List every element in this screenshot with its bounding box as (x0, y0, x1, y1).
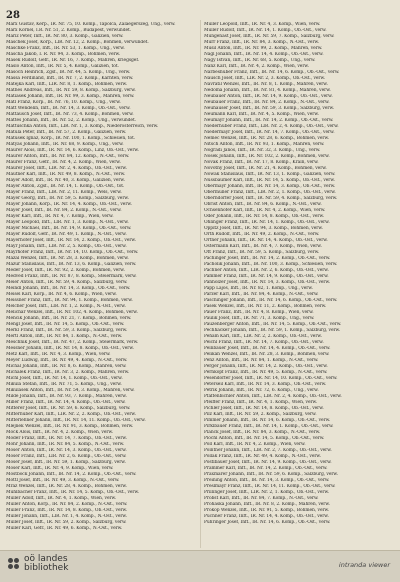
register-entry: Nausch Josef, Inft., LIR. Nr. 2, 3. Komp., Ob.-Öst., verw. (204, 76, 326, 81)
register-entry: Pauzenberger Anton, Inft., IR. Nr. 14, 5. Komp., Ob.-Öst., verw. (204, 322, 342, 327)
register-entry: Müller Leopold, Inft., IR. Nr. 4, 3. Komp., Wien, verw. (204, 22, 321, 27)
register-entry: Medved Franz, Inft., IR. Nr. 87, 8. Komp., Steiermark, verw. (6, 274, 137, 279)
register-entry: Pointner Johann, Inft., LIR. Nr. 2, 7. Komp., Ob.-Öst., verw. (204, 448, 332, 453)
register-entry: Müller Josef, Inft., IR. Nr. 59, 2. Komp., Salzburg, verw. (6, 520, 127, 525)
register-entry: Meyer Ludwig, Inft., IR. Nr. 49, 4. Komp., N.-Öst., verw. (6, 358, 128, 363)
register-entry: Mazur Stanislaus, Inft., IR. Nr. 13, 6. Komp., Galizien, verw. (6, 262, 137, 267)
register-entry: Mayer Josef, Inft., IR. Nr. 84, 2. Komp., N.-Öst., verw. (6, 208, 122, 213)
register-entry: Penz Anton, Inft., IR. Nr. 84, 1. Komp., N.-Öst., verw. (204, 358, 319, 363)
register-entry: Mayer Leopold, Inft., LIR. Nr. 1, 3. Komp., N.-Öst., verw. (6, 220, 129, 225)
register-entry: Mayer Johann, Korp., IR. Nr. 14, 4. Komp., Ob.-Öst., verw. (6, 202, 132, 207)
register-entry: Müller Anton, Korp., IR. Nr. 84, 2. Komp., N.-Öst., verw. (6, 502, 128, 507)
register-entry: Mayer Anton, Zgsf., IR. Nr. 14, 1. Komp., Ob.-Öst., tot. (6, 184, 125, 189)
register-entry: Neumann Karl, Inft., IR. Nr. 4, 5. Komp., Wien, verw. (204, 112, 319, 117)
register-entry: Michalek Franz, Inft., IR. Nr. 3, 2. Komp., Mähren, verw. (6, 370, 130, 375)
register-entry: Prohaska Johann, Inft., IR. Nr. 8, 2. Komp., Mähren, verw. (204, 502, 330, 507)
register-entry: Matula Peter, Inft., IR. Nr. 57, 2. Komp., Galizien, verw. (6, 130, 127, 135)
page-number: 28 (6, 10, 20, 21)
register-entry: Michal Johann, Inft., IR. Nr. 8, 6. Komp., Mähren, verw. (6, 364, 127, 369)
register-entry: Pirklbauer Franz, Inft., IR. Nr. 14, 1. Komp., Ob.-Öst., verw. (204, 424, 334, 429)
register-entry: Müller Karl, Gefr., IR. Nr. 49, 6. Komp., N.-Öst., verw. (6, 526, 123, 531)
register-entry: Pechhacker Johann, Inft., IR. Nr. 59, 1. Komp., Salzburg, verw. (204, 328, 341, 333)
register-entry: Mattausch Josef, Inft., IR. Nr. 73, 4. Komp., Böhmen, verw. (6, 112, 134, 117)
register-entry: Pachinger Josef, Inft., IR. Nr. 14, 2. Komp., Ob.-Öst., verw. (204, 256, 331, 261)
logo-line-2: bibliothek (24, 563, 69, 573)
register-entry: Narbeshuber Franz, Inft., IR. Nr. 14, 6. Komp., Ob.-Öst., verw. (204, 70, 340, 75)
register-entry: Panholzer Josef, Inft., IR. Nr. 14, 3. Komp., Ob.-Öst., verw. (204, 280, 330, 285)
register-entry: Ott Franz, Inft., IR. Nr. 59, 5. Komp., Salzburg, verw. (204, 250, 320, 255)
register-entry: Planck Josef, Inft., IR. Nr. 84, 3. Komp., N.-Öst., verw. (204, 430, 321, 435)
register-entry: Meder Josef, Inft., IR. Nr. 92, 2. Komp., Böhmen, verw. (6, 268, 125, 273)
register-entry: Pfeiffer Franz, Inft., IR. Nr. 4, 1. Komp., Wien, verw. (204, 400, 318, 405)
register-entry: Nagy István, Inft., IR. Nr. 68, 5. Komp., Ung., verw. (204, 58, 316, 63)
register-entry: Pernkopf Franz, Inft., IR. Nr. 49, 5. Komp., N.-Öst., verw. (204, 370, 328, 375)
register-entry: Maschke Franz, Inft., IR. Nr. 53, 1. Komp., Ung., verw. (6, 46, 125, 51)
register-entry: Masek Rudolf, Gefr., IR. Nr. 16, 7. Komp., Mähren, kriegsgef. (6, 58, 140, 63)
register-entry: Obermüller Franz, Inft., LIR. Nr. 2, 1. Komp., Ob.-Öst., verw. (204, 190, 336, 195)
register-entry: Matiasek Johann, Inft., IR. Nr. 99, 3. Komp., Mähren, verw. (6, 94, 135, 99)
register-entry: Pasek Wenzel, Inft., IR. Nr. 11, 2. Komp., Böhmen, verw. (204, 304, 327, 309)
register-entry: Preslmayr Franz, Inft., IR. Nr. 14, 11. Komp., Ob.-Öst., verw. (204, 484, 336, 489)
register-entry: Navratil Wenzel, Inft., IR. Nr. 8, 1. Komp., Mähren, verw. (204, 82, 328, 87)
register-entry: Maurer Franz, Gefr., IR. Nr. 4, 2. Komp., Wien, verw. (6, 160, 121, 165)
register-entry: Pesendorfer Josef, Inft., IR. Nr. 14, 10. Komp., Ob.-Öst., verw. (204, 376, 338, 381)
register-entry: Postlbauer Josef, Inft., IR. Nr. 14, 9. Komp., Ob.-Öst., verw. (204, 460, 332, 465)
register-entry: Michl Josef, Inft., IR. Nr. 14, 1. Komp., Ob.-Öst., verw. (6, 376, 123, 381)
register-entry: Obermayr Johann, Inft., IR. Nr. 14, 3. Komp., Ob.-Öst., verw. (204, 184, 336, 189)
register-entry: Moser Josef, Inft., IR. Nr. 59, 1. Komp., Salzburg, verw. (6, 460, 126, 465)
register-entry: Nussbaumer Karl, Inft., IR. Nr. 14, 5. Komp., Ob.-Öst., verw. (204, 178, 335, 183)
register-entry: Ortner Johann, Inft., IR. Nr. 14, 4. Komp., Ob.-Öst., verw. (204, 238, 328, 243)
register-entry: Mayer Adolf, Inft., IR. Nr. 40, 3. Komp., Galizien, verw. (6, 178, 125, 183)
register-entry: Prammer Karl, Inft., IR. Nr. 14, 2. Komp., Ob.-Öst., verw. (204, 466, 328, 471)
register-entry: Neubauer Franz, Inft., IR. Nr. 84, 2. Komp., N.-Öst., verw. (204, 100, 330, 105)
register-entry: Petrik Johann, Inft., IR. Nr. 72, 6. Komp., Ung., verw. (204, 388, 319, 393)
register-entry: Oppitz Josef, Inft., IR. Nr. 94, 3. Komp., Böhmen, verw. (204, 226, 323, 231)
register-entry: Peterseil Karl, Inft., IR. Nr. 14, 3. Komp., Ob.-Öst., verw. (204, 382, 327, 387)
right-column (204, 22, 398, 548)
register-entry: Mayrhofer Franz, Inft., IR. Nr. 14, 10. Komp., Ob.-Öst., verw. (6, 250, 139, 255)
library-logo-text (24, 555, 68, 573)
left-column (6, 22, 200, 548)
register-entry: Meisel Karl, Korp., IR. Nr. 4, 6. Komp., Wien, verw. (6, 292, 117, 297)
register-entry: Mayer Rudolf, Gefr., IR. Nr. 49, 1. Komp., N.-Öst., verw. (6, 232, 127, 237)
register-entry: Mascha Jakob, I. R. Nr. 94, 3. Komp., Böhmen, verw. (6, 52, 121, 57)
register-entry: Mungenast Josef, Inft., IR. Nr. 59, 7. Komp., Salzburg, verw. (204, 34, 335, 39)
register-entry: Mayr Johann, Inft., LIR. Nr. 2, 5. Komp., Ob.-Öst., verw. (6, 244, 127, 249)
register-entry: Meier Anton, Inft., IR. Nr. 59, 4. Komp., Salzburg, verw. (6, 280, 128, 285)
register-entry: Marx Kornel, I.R. Nr. 51, 2. Komp., Budapest, verwundet. (6, 28, 132, 33)
register-entry: Ochsenhofer Karl, Inft., IR. Nr. 4, 2. Komp., Wien, verw. (204, 208, 326, 213)
register-entry: Nedoma Johann, Inft., IR. Nr. 81, 4. Komp., Mähren, verw. (204, 88, 331, 93)
register-entry: Nográdi János, Inft., IR. Nr. 32, 3. Komp., Ung., verw. (204, 148, 321, 153)
register-entry: Mitterhuber Karl, Inft., LIR. Nr. 2, 2. Komp., Ob.-Öst., verw. (6, 412, 136, 417)
register-entry: Neuhauser Josef, Inft., IR. Nr. 59, 3. Komp., Salzburg, verw. (204, 106, 334, 111)
register-entry: Meissner Franz, Inft., IR. Nr. 94, 1. Komp., Böhmen, verw. (6, 298, 133, 303)
register-entry: Metz Karl, Inft., IR. Nr. 4, 3. Komp., Wien, verw. (6, 352, 111, 357)
register-entry: Mencik Johann, Inft., IR. Nr. 21, 7. Komp., Böhmen, verw. (6, 316, 132, 321)
register-entry: Papp Lajos, Inft., IR. Nr. 82, 1. Komp., Ung., verw. (204, 286, 313, 291)
register-entry: Nemec Wenzel, Inft., IR. Nr. 28, 6. Komp., Böhmen, verw. (204, 136, 329, 141)
register-entry: Meindl Johann, Inft., IR. Nr. 14, 3. Komp., Ob.-Öst., verw. (6, 286, 131, 291)
register-entry: Mühlbacher Franz, Inft., IR. Nr. 14, 5. Komp., Ob.-Öst., verw. (6, 490, 140, 495)
register-entry: Prillinger Josef, Inft., LIR. Nr. 2, 1. Komp., Ob.-Öst., verw. (204, 490, 329, 495)
register-entry: Mayer Karl, Inft., IR. Nr. 4, 7. Komp., Wien, verw. (6, 214, 114, 219)
register-entry: Mengl Josef, Inft., IR. Nr. 14, 5. Komp., Ob.-Öst., verw. (6, 322, 125, 327)
library-logo-icon (8, 558, 20, 570)
register-entry: Mautner Karl, Inft., IR. Nr. 49, 8. Komp., N.-Öst., verw. (6, 172, 126, 177)
logo-line-1: oö landes (24, 554, 68, 564)
register-entry: Mertl Anton, Inft., IR. Nr. 84, 1. Komp., N.-Öst., verw. (6, 334, 123, 339)
register-entry: Obrist Anton, Inft., IR. Nr. 84, 6. Komp., N.-Öst., verw. (204, 202, 322, 207)
register-entry: Orth Rudolf, Inft., IR. Nr. 49, 2. Komp., N.-Öst., verw. (204, 232, 320, 237)
register-entry: Mattes Johann, Inft., IR. Nr. 52, 2. Komp., Ung., verwundet. (6, 118, 137, 123)
register-entry: Preining Anton, Inft., IR. Nr. 14, 3. Komp., Ob.-Öst., verw. (204, 478, 330, 483)
register-entry: Mayer Michael, Inft., IR. Nr. 14, 9. Komp., Ob.-Öst., verw. (6, 226, 132, 231)
register-entry: Miller Franz, Inft., IR. Nr. 14, 4. Komp., Ob.-Öst., verw. (6, 400, 126, 405)
register-entry: Murr Franz, Inft., IR. Nr. 84, 3. Komp., N.-Öst., verw. (204, 40, 320, 45)
register-entry: Mohr Johann, Inft., IR. Nr. 84, 5. Komp., N.-Öst., verw. (6, 442, 125, 447)
register-entry: Mottl Josef, Inft., IR. Nr. 49, 3. Komp., N.-Öst., verw. (6, 478, 120, 483)
register-entry: Neumayr Johann, Inft., IR. Nr. 14, 2. Komp., Ob.-Öst., verw. (204, 118, 334, 123)
register-entry: Moder Franz, Inft., IR. Nr. 14, 7. Komp., Ob.-Öst., verw. (6, 436, 127, 441)
register-entry: Pauer Franz, Inft., IR. Nr. 4, 8. Komp., Wien, verw. (204, 310, 314, 315)
register-entry: Matejka Karl, Inft., LIR. Nr. 8, 1. Komp., Böhmen, verw. (6, 82, 128, 87)
register-entry: Probst Karl, Inft., IR. Nr. 84, 7. Komp., N.-Öst., verw. (204, 496, 319, 501)
register-entry: Neubauer Anton, Inft., IR. Nr. 14, 9. Komp., Ob.-Öst., verw. (204, 94, 333, 99)
register-entry: Matt Wendelin, Inft., IR. Nr. 14, 3. Komp., Ob.-Öst., verw. (6, 106, 131, 111)
register-entry: Pimmer Johann, Inft., IR. Nr. 14, 6. Komp., Ob.-Öst., verw. (204, 418, 331, 423)
register-entry: Nosek Johann, Inft., IR. Nr. 102, 2. Komp., Böhmen, verw. (204, 154, 330, 159)
register-entry: Melichar Wenzel, Inft., IR. Nr. 102, 4. Komp., Böhmen, verw. (6, 310, 138, 315)
register-entry: Novak Franz, Inft., IR. Nr. 17, 8. Komp., Krain, verw. (204, 160, 319, 165)
register-entry: Moser Karl, Inft., IR. Nr. 4, 9. Komp., Wien, verw. (6, 466, 114, 471)
register-entry: Parzer Karl, Inft., IR. Nr. 84, 4. Komp., N.-Öst., verw. (204, 292, 319, 297)
register-entry: Pacholik Johann, Inft., IR. Nr. 100, 3. Komp., Schlesien, verw. (204, 262, 338, 267)
register-entry: Mattuschka Anton, Inft., LIR. Nr. 1, 3. Komp., Niederösterreich, verw. (6, 124, 159, 129)
register-entry: Mariz Peter, Inft., IR. Nr. 80, 3. Komp., Galizien, verw. (6, 34, 124, 39)
column-divider (200, 20, 201, 548)
register-entry: Pelikan Wenzel, Inft., IR. Nr. 28, 3. Komp., Böhmen, verw. (204, 352, 330, 357)
register-entry: Maurer Josef, Inft., LIR. Nr. 2, 4. Komp., Ob.-Öst., verw. (6, 166, 127, 171)
register-entry: Niedermayr Josef, Inft., IR. Nr. 14, 7. Komp., Ob.-Öst., verw. (204, 130, 335, 135)
register-entry: Mayerhofer Josef, Inft., IR. Nr. 14, 2. Komp., Ob.-Öst., verw. (6, 238, 136, 243)
register-entry: Marx Gustav, Kerp., IR. Nr. 75, 10. Komp., Tapolca, Zalaegerszeg, Ung., verw. (6, 22, 176, 27)
register-entry: Niederhuber Franz, Inft., LIR. Nr. 2, 4. Komp., Ob.-Öst., verw. (204, 124, 339, 129)
register-entry: Prokop Wenzel, Inft., IR. Nr. 91, 5. Komp., Böhmen, verw. (204, 508, 330, 513)
register-entry: Mráz Wenzel, Inft., IR. Nr. 28, 4. Komp., Böhmen, verw. (6, 484, 127, 489)
register-entry: Pammer Franz, Inft., IR. Nr. 14, 9. Komp., Ob.-Öst., verw. (204, 274, 329, 279)
register-entry: Müller Johann, Inft., LIR. Nr. 1, 4. Komp., N.-Öst., verw. (6, 514, 127, 519)
register-entry: Mock Alois, Inft., IR. Nr. 4, 2. Komp., Wien, verw. (6, 430, 113, 435)
viewer-credit[interactable]: intranda viewer (338, 561, 390, 569)
register-entry: Paschinger Johann, Inft., IR. Nr. 14, 6. Komp., Ob.-Öst., verw. (204, 298, 338, 303)
register-entry: Paulik Josef, Inft., IR. Nr. 71, 3. Komp., Ung., verw. (204, 316, 315, 321)
register-entry: Maslo Anton, Inft., IR. Nr. 5, 4. Komp., Galizien, tot. (6, 64, 119, 69)
register-entry: Matusek Ignaz, Korp., IR. Nr. 100, 1. Komp., Schlesien, tot. (6, 136, 136, 141)
register-entry: Mayer Franz, Inft., LIR. Nr. 2, 11. Komp., Wels, verw. (6, 190, 122, 195)
register-entry: Pachner Anton, Inft., LIR. Nr. 2, 6. Komp., Ob.-Öst., verw. (204, 268, 329, 273)
register-entry: Pfaffenbichler Anton, Inft., LIR. Nr. 2, 4. Komp., Ob.-Öst., verw. (204, 394, 342, 399)
register-entry: Pilz Karl, Inft., IR. Nr. 59, 2. Komp., Salzburg, verw. (204, 412, 317, 417)
register-entry: Nitsch Anton, Inft., IR. Nr. 93, 1. Komp., Mähren, verw. (204, 142, 325, 147)
viewer-footer (0, 550, 400, 582)
register-entry: Peichl Franz, Inft., IR. Nr. 14, 7. Komp., Ob.-Öst., verw. (204, 340, 324, 345)
register-entry: Milde Johann, Inft., IR. Nr. 93, 7. Komp., Mähren, verw. (6, 394, 127, 399)
register-entry: Mostböck Johann, Inft., IR. Nr. 14, 2. Komp., Ob.-Öst., verw. (6, 472, 137, 477)
register-entry: Nanz Karl, Inft., IR. Nr. 4, 2. Komp., Wien, verw. (204, 64, 309, 69)
register-entry: Peinbauer Josef, Inft., IR. Nr. 14, 4. Komp., Ob.-Öst., verw. (204, 346, 331, 351)
library-logo[interactable] (8, 555, 68, 573)
register-entry: Moser Franz, Inft., LIR. Nr. 2, 6. Komp., Ob.-Öst., verw. (6, 454, 127, 459)
register-entry: Müller Franz, Inft., IR. Nr. 14, 8. Komp., Ob.-Öst., verw. (6, 508, 128, 513)
register-entry: Matyas Johann, Inft., IR. Nr. 68, 9. Komp., Ung., verw. (6, 142, 124, 147)
register-entry: Oberndorfer Josef, Inft., IR. Nr. 59, 4. Komp., Salzburg, verw. (204, 196, 338, 201)
register-entry: Merkl Franz, Inft., IR. Nr. 59, 3. Komp., Salzburg, verw. (6, 328, 128, 333)
register-entry: Mazal Wenzel, Inft., IR. Nr. 28, 3. Komp., Böhmen, verw. (6, 256, 129, 261)
register-entry: Öhlinger Franz, Inft., IR. Nr. 14, 1. Komp., Ob.-Öst., verw. (204, 220, 330, 225)
register-entry: Praxmarer Johann, Inft., IR. Nr. 59, 6. Komp., Salzburg, verw. (204, 472, 338, 477)
register-entry: Plöchl Anton, Inft., IR. Nr. 14, 5. Komp., Ob.-Öst., verw. (204, 436, 325, 441)
register-entry: Pühringer Josef, Inft., IR. Nr. 14, 6. Komp., Ob.-Öst., verw. (204, 520, 331, 525)
register-entry: Mitterer Josef, Inft., IR. Nr. 59, 6. Komp., Salzburg, verw. (6, 406, 131, 411)
register-entry: Pollak Franz, Inft., IR. Nr. 49, 4. Komp., N.-Öst., verw. (204, 454, 321, 459)
register-entry: Matl Franz, Korp., IR. Nr. 76, 10. Komp., Ung., verw. (6, 100, 121, 105)
register-entry: Maschek Josef, Korp., LIR. Nr. 12, 2. Komp., Böhmen, verwundet. (6, 40, 149, 45)
register-entry: Müller Rudolf, Inft., IR. Nr. 14, 1. Komp., Ob.-Öst., verw. (204, 28, 327, 33)
register-entry: Müller Adolf, Inft., IR. Nr. 4, 1. Komp., Wien, verw. (6, 496, 117, 501)
register-entry: Massa Ferdinand, Inft., IR. Nr. 7, 2. Komp., Kärnten, verw. (6, 76, 134, 81)
register-entry: Mitterlehner Johann, Inft., IR. Nr. 14, 11. Komp., Ob.-Öst., verw. (6, 418, 146, 423)
register-entry: Mlejnek Wenzel, Inft., IR. Nr. 91, 3. Komp., Böhmen, verw. (6, 424, 134, 429)
register-entry: Mikula Stefan, Inft., IR. Nr. 71, 5. Komp., Ung., verw. (6, 382, 122, 387)
register-entry: Pichler Josef, Inft., IR. Nr. 14, 8. Komp., Ob.-Öst., verw. (204, 406, 324, 411)
register-entry: Ostermann Karl, Inft., IR. Nr. 4, 7. Komp., Wien, verw. (204, 244, 322, 249)
register-entry: Maurer Anton, Inft., IR. Nr. 84, 12. Komp., N.-Öst., verw. (6, 154, 130, 159)
register-entry: Mikulasek Anton, Inft., IR. Nr. 54, 3. Komp., Mähren, verw. (6, 388, 135, 393)
register-entry: Meschnik Josef, Inft., IR. Nr. 47, 2. Komp., Steiermark, verw. (6, 340, 139, 345)
register-entry: Perger Johann, Inft., IR. Nr. 14, 2. Komp., Ob.-Öst., verw. (204, 364, 328, 369)
register-entry: Pöll Karl, Inft., IR. Nr. 4, 2. Komp., Wien, verw. (204, 442, 306, 447)
register-entry: Nagl Johann, Inft., IR. Nr. 14, 4. Komp., Ob.-Öst., verw. (204, 52, 324, 57)
register-entry: Nowak Stanislaus, Inft., IR. Nr. 13, 1. Komp., Galizien, verw. (204, 172, 336, 177)
register-entry: Melcher Josef, Inft., LIR. Nr. 1, 2. Komp., N.-Öst., verw. (6, 304, 126, 309)
register-entry: Novotny Josef, Inft., IR. Nr. 21, 4. Komp., Böhmen, verw. (204, 166, 327, 171)
register-entry: Peham Karl, Inft., LIR. Nr. 2, 2. Komp., Ob.-Öst., verw. (204, 334, 322, 339)
register-entry: Puchner Franz, Inft., IR. Nr. 14, 4. Komp., Ob.-Öst., verw. (204, 514, 329, 519)
register-entry: Maurer Alois, Inft., IR. Nr. 14, 6. Komp., Linz, Ob.-Öst., verw. (6, 148, 139, 153)
register-entry: Moser Anton, Inft., IR. Nr. 14, 3. Komp., Ob.-Öst., verw. (6, 448, 127, 453)
register-entry: Messner Johann, Inft., IR. Nr. 14, 8. Komp., Ob.-Öst., verw. (6, 346, 134, 351)
register-entry: Musil Anton, Inft., IR. Nr. 99, 2. Komp., Mähren, verw. (204, 46, 323, 51)
register-entry: Oder Johann, Inft., IR. Nr. 14, 8. Komp., Ob.-Öst., verw. (204, 214, 325, 219)
register-entry: Mayer Georg, Inft., IR. Nr. 59, 5. Komp., Salzburg, verw. (6, 196, 129, 201)
register-entry: Mathes Andreas, Inft., IR. Nr. 59, 8. Komp., Salzburg, verw. (6, 88, 136, 93)
register-entry: Masoch Heinrich, Zgsf., IR. Nr. 44, 5. Komp., Ung., verw. (6, 70, 131, 75)
